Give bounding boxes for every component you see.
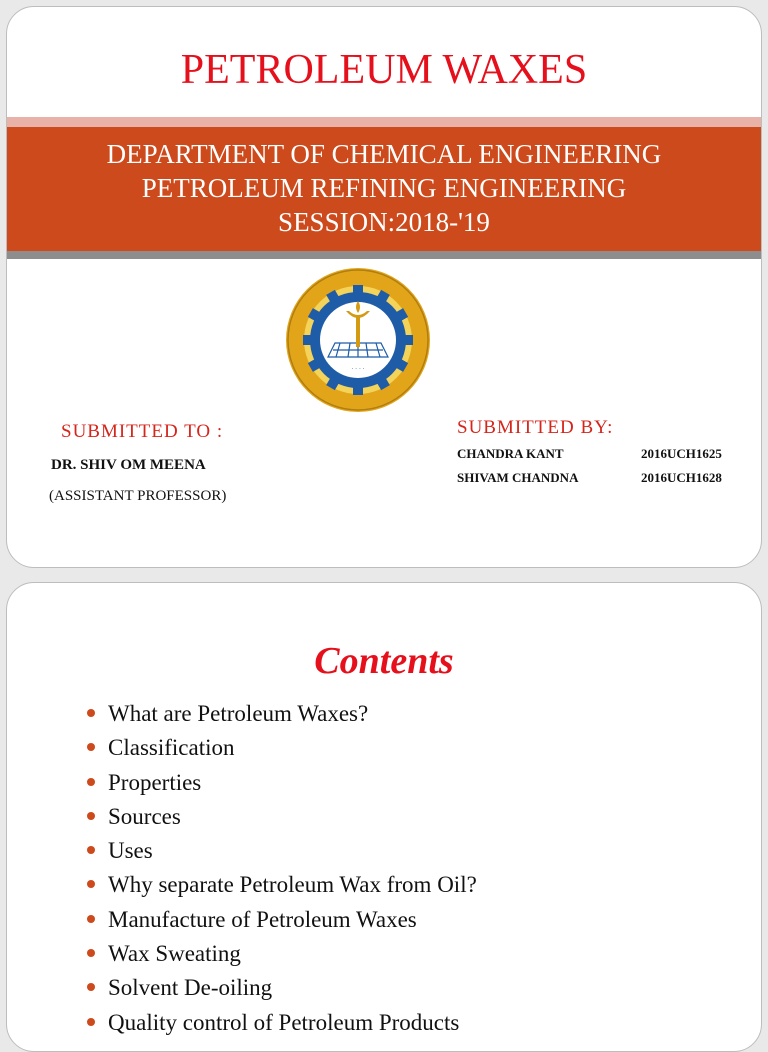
contents-list [85, 697, 477, 1040]
submitted-to-heading: SUBMITTED TO : [61, 421, 224, 442]
department-band [7, 127, 761, 251]
list-item [85, 868, 477, 902]
session-line: SESSION:2018-'19 [278, 207, 490, 237]
bullet-icon [87, 1018, 95, 1026]
list-item [85, 903, 477, 937]
bullet-icon [87, 812, 95, 820]
list-item-label: Why separate Petroleum Wax from Oil? [108, 872, 477, 898]
professor-name: DR. SHIV OM MEENA [51, 457, 206, 473]
bullet-icon [87, 949, 95, 957]
list-item-label: What are Petroleum Waxes? [108, 701, 369, 726]
list-item [85, 731, 477, 765]
list-item [85, 971, 477, 1005]
list-item-label: Uses [108, 838, 153, 864]
contents-slide [6, 582, 762, 1052]
bullet-icon [87, 709, 95, 717]
list-item-label: Solvent De-oiling [108, 975, 273, 1001]
list-item [85, 800, 477, 834]
bullet-icon [87, 846, 95, 854]
list-item-label: Quality control of Petroleum Products [108, 1009, 460, 1035]
band-top-stripe [7, 117, 761, 127]
band-bottom-stripe [7, 251, 761, 259]
list-item [85, 697, 477, 731]
list-item-label: Wax Sweating [108, 941, 241, 967]
list-item-label: Properties [108, 769, 202, 795]
bullet-icon [87, 880, 95, 888]
member-name: CHANDRA KANT [457, 446, 564, 461]
svg-text:· · · ·: · · · · [351, 366, 365, 373]
course-line: PETROLEUM REFINING ENGINEERING [141, 173, 627, 203]
list-item-label: Classification [108, 735, 235, 761]
list-item-label: Sources [108, 803, 181, 829]
presentation-title: PETROLEUM WAXES [180, 47, 588, 93]
bullet-icon [87, 743, 95, 751]
member-roll: 2016UCH1628 [641, 470, 722, 485]
list-item [85, 937, 477, 971]
professor-designation: (ASSISTANT PROFESSOR) [49, 488, 227, 504]
bullet-icon [87, 778, 95, 786]
member-roll: 2016UCH1625 [641, 446, 722, 461]
title-slide [6, 6, 762, 568]
list-item-label: Manufacture of Petroleum Waxes [108, 906, 417, 932]
submitted-by-heading: SUBMITTED BY: [457, 417, 614, 438]
list-item [85, 834, 477, 868]
contents-title: Contents [314, 640, 454, 682]
bullet-icon [87, 915, 95, 923]
bullet-icon [87, 983, 95, 991]
list-item [85, 1006, 477, 1040]
department-line: DEPARTMENT OF CHEMICAL ENGINEERING [106, 139, 662, 169]
member-name: SHIVAM CHANDNA [457, 470, 579, 485]
list-item [85, 766, 477, 800]
institute-emblem-icon [283, 265, 433, 415]
